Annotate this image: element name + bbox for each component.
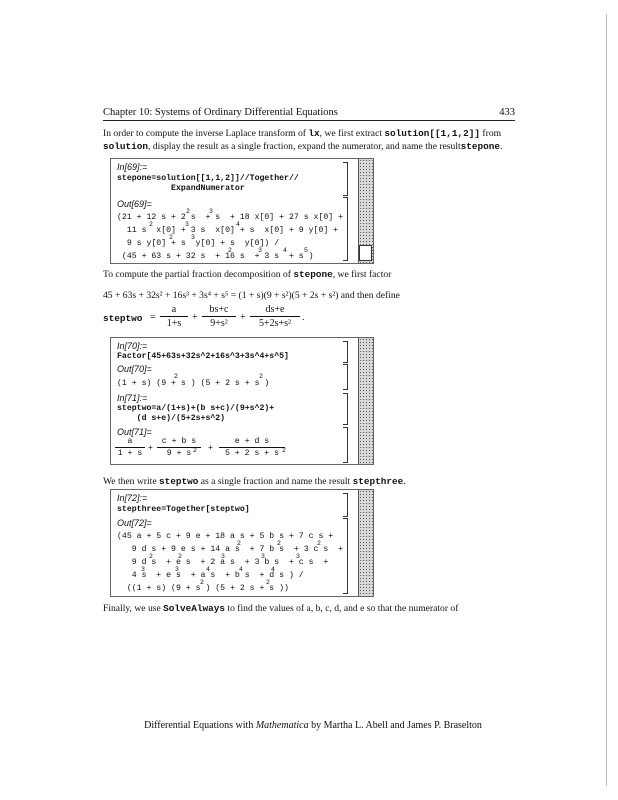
out-72-label: Out[72]= bbox=[117, 518, 152, 528]
out-72-line-4: 4 s + e s + a s + b s + d s ) / bbox=[117, 571, 304, 580]
out-72-exp-4-5: 4 bbox=[271, 566, 275, 573]
cell-bracket-out72[interactable] bbox=[343, 518, 348, 594]
out-72-exp-2-3: 2 bbox=[317, 540, 321, 547]
intro-text-2: , we first extract bbox=[319, 128, 385, 139]
frac3-denominator: 5+2s+s² bbox=[258, 318, 292, 329]
header-rule bbox=[103, 120, 515, 121]
out-71-frac-3 bbox=[219, 437, 285, 458]
out-69-exp-3-1: 2 bbox=[169, 234, 173, 241]
in-71-label: In[71]:= bbox=[117, 393, 148, 403]
intro-text-4: , display the result as a single fraction, expand the numerator, and name the result bbox=[148, 141, 461, 152]
out-69-line-2: 11 s x[0] + 3 s x[0] + s x[0] + 9 y[0] + bbox=[117, 226, 339, 235]
cell-bracket-in69[interactable] bbox=[343, 162, 348, 196]
intro-paragraph bbox=[103, 127, 523, 153]
in-70-input[interactable]: Factor[45+63s+32s^2+16s^3+3s^4+s^5] bbox=[117, 352, 289, 361]
out71-num-1: a bbox=[127, 437, 133, 446]
intro-code-solution: solution bbox=[103, 141, 149, 152]
out-69-exp-1-2: 3 bbox=[209, 208, 213, 215]
frac3-numerator: ds+e bbox=[265, 304, 285, 315]
in-70-label: In[70]:= bbox=[117, 341, 148, 351]
out-72-exp-4-2: 3 bbox=[175, 566, 179, 573]
out-69-exp-4-3: 4 bbox=[283, 247, 287, 254]
out-72-exp-3-5: 3 bbox=[296, 553, 300, 560]
def-fraction-3 bbox=[250, 304, 300, 329]
frac1-numerator: a bbox=[171, 304, 177, 315]
out-69-line-3: 9 s y[0] + s y[0] + s y[0]) / bbox=[117, 239, 280, 248]
para4-text-1: Finally, we use bbox=[103, 603, 164, 614]
def-fraction-1 bbox=[160, 304, 188, 329]
footer-text-1: Differential Equations with bbox=[144, 720, 256, 731]
out71-den-3: 5 + 2 s + s bbox=[224, 449, 280, 458]
out-71-plus-1: + bbox=[148, 444, 153, 453]
para3-text-2: as a single fraction and name the result bbox=[198, 476, 353, 487]
def-plus-2: + bbox=[240, 312, 246, 323]
in-69-label: In[69]:= bbox=[117, 162, 148, 172]
notebook-cell-69[interactable] bbox=[110, 158, 374, 264]
cell-bracket-out71[interactable] bbox=[343, 427, 348, 463]
out71-den-2: 9 + s bbox=[166, 449, 192, 458]
out-69-label: Out[69]= bbox=[117, 199, 152, 209]
footer-text-2: by Martha L. Abell and James P. Braselton bbox=[308, 720, 482, 731]
out-70-expression: (1 + s) (9 + s ) (5 + 2 s + s ) bbox=[117, 379, 270, 388]
out-72-exp-3-2: 2 bbox=[178, 553, 182, 560]
cell-bracket-in72[interactable] bbox=[343, 493, 348, 517]
para2-text-2: , we first factor bbox=[332, 269, 392, 280]
out-72-exp-5-1: 2 bbox=[200, 579, 204, 586]
in-69-line1[interactable]: stepone=solution[[1,1,2]]//Together// bbox=[117, 174, 299, 183]
def-period: . bbox=[302, 312, 305, 323]
para3-code-stepthree: stepthree bbox=[352, 476, 404, 487]
footer-italic: Mathematica bbox=[255, 720, 309, 731]
out-72-exp-4-4: 4 bbox=[239, 566, 243, 573]
in-72-label: In[72]:= bbox=[117, 493, 148, 503]
out-72-exp-2-2: 2 bbox=[277, 540, 281, 547]
intro-code-stepone: stepone bbox=[460, 141, 501, 152]
out71-num-3: e + d s bbox=[234, 437, 270, 446]
chapter-title: Chapter 10: Systems of Ordinary Differential Equations bbox=[103, 107, 338, 118]
out71-den-1: 1 + s bbox=[117, 449, 143, 458]
out-70-exp-1: 2 bbox=[174, 373, 178, 380]
in-69-line2[interactable]: ExpandNumerator bbox=[117, 184, 245, 193]
cell-bracket-in71[interactable] bbox=[343, 393, 348, 425]
out-69-exp-2-3: 4 bbox=[236, 221, 240, 228]
in-72-input[interactable]: stepthree=Together[steptwo] bbox=[117, 505, 250, 514]
cell-bracket-out69[interactable] bbox=[343, 197, 348, 261]
para2-text-1: To compute the partial fraction decomposition of bbox=[103, 269, 294, 280]
factor-equation: 45 + 63s + 32s² + 16s³ + 3s⁴ + s⁵ = (1 + s)(9 + s²)(5 + 2s + s²) and then define bbox=[103, 290, 400, 301]
out-69-exp-1-1: 2 bbox=[186, 208, 190, 215]
page-edge-line bbox=[606, 14, 607, 786]
out-71-plus-2: + bbox=[208, 444, 213, 453]
out-71-exp-b: 2 bbox=[282, 447, 286, 454]
intro-text-3: from bbox=[480, 128, 502, 139]
para2-code-stepone: stepone bbox=[293, 269, 333, 280]
frac1-denominator: 1+s bbox=[166, 318, 182, 329]
out-69-exp-4-1: 2 bbox=[228, 247, 232, 254]
running-header bbox=[103, 107, 515, 118]
out-72-line-1: (45 a + 5 c + 9 e + 18 a s + 5 b s + 7 c s + bbox=[117, 532, 334, 541]
frac2-numerator: bs+c bbox=[209, 304, 229, 315]
frac2-denominator: 9+s² bbox=[210, 318, 228, 329]
para4-text-2: to find the values of a, b, c, d, and e so that the numerator of bbox=[225, 603, 459, 614]
out-72-line-5: ((1 + s) (9 + s ) (5 + 2 s + s )) bbox=[117, 584, 289, 593]
out-71-exp-a: 2 bbox=[193, 447, 197, 454]
notebook-cell-72[interactable] bbox=[110, 489, 374, 597]
out-69-exp-2-2: 3 bbox=[185, 221, 189, 228]
para4-code-solvealways: SolveAlways bbox=[163, 603, 226, 614]
out-69-line-1: (21 + 12 s + 2 s + s + 18 x[0] + 27 s x[0] + bbox=[117, 213, 344, 222]
out-69-exp-4-2: 3 bbox=[258, 247, 262, 254]
out-69-exp-3-2: 3 bbox=[191, 234, 195, 241]
out-72-exp-5-2: 2 bbox=[266, 579, 270, 586]
out-71-frac-1 bbox=[115, 437, 145, 458]
out-69-exp-4-4: 5 bbox=[304, 247, 308, 254]
cell-bracket-out70[interactable] bbox=[343, 364, 348, 390]
out-71-label: Out[71]= bbox=[117, 427, 152, 437]
page-number: 433 bbox=[499, 107, 515, 118]
def-equals: = bbox=[150, 312, 156, 323]
para3-code-steptwo: steptwo bbox=[158, 476, 199, 487]
para3-text-3: . bbox=[403, 476, 406, 487]
scrollbar-cell2[interactable] bbox=[358, 338, 373, 464]
notebook-cell-70-71[interactable] bbox=[110, 337, 374, 465]
out-70-label: Out[70]= bbox=[117, 364, 152, 374]
scrollbar-cell1[interactable] bbox=[358, 159, 373, 263]
out-72-exp-4-1: 3 bbox=[141, 566, 145, 573]
def-steptwo-name: steptwo bbox=[103, 313, 143, 324]
scrollbar-cell3[interactable] bbox=[358, 490, 373, 596]
cell-bracket-in70[interactable] bbox=[343, 341, 348, 363]
intro-code-lx: lx bbox=[308, 128, 320, 139]
intro-text-5: . bbox=[500, 141, 503, 152]
def-fraction-2 bbox=[202, 304, 236, 329]
in-71-line2[interactable]: (d s+e)/(5+2s+s^2) bbox=[117, 414, 226, 423]
out-70-exp-2: 2 bbox=[259, 373, 263, 380]
out-72-line-2: 9 d s + 9 e s + 14 a s + 7 b s + 3 c s + bbox=[117, 545, 344, 554]
out-72-exp-2-1: 2 bbox=[237, 540, 241, 547]
paragraph-solvealways bbox=[103, 602, 523, 615]
intro-text-1: In order to compute the inverse Laplace transform of bbox=[103, 128, 309, 139]
scroll-thumb-cell1[interactable] bbox=[359, 245, 372, 261]
out-69-exp-2-1: 2 bbox=[149, 221, 153, 228]
out-72-exp-3-1: 2 bbox=[149, 553, 153, 560]
out71-num-2: c + b s bbox=[161, 437, 197, 446]
intro-code-solution-part: solution[[1,1,2]] bbox=[384, 128, 481, 139]
in-71-line1[interactable]: steptwo=a/(1+s)+(b s+c)/(9+s^2)+ bbox=[117, 404, 275, 413]
def-plus-1: + bbox=[192, 312, 198, 323]
paragraph-partial-fraction bbox=[103, 268, 523, 281]
page-footer bbox=[103, 720, 523, 731]
out-69-line-4: (45 + 63 s + 32 s + 16 s + 3 s + s ) bbox=[117, 252, 314, 261]
out-72-exp-3-3: 3 bbox=[221, 553, 225, 560]
out-72-exp-3-4: 3 bbox=[261, 553, 265, 560]
out-72-exp-4-3: 4 bbox=[206, 566, 210, 573]
para3-text-1: We then write bbox=[103, 476, 159, 487]
out-72-line-3: 9 d s + e s + 2 a s + 3 b s + c s + bbox=[117, 558, 329, 567]
paragraph-stepthree bbox=[103, 475, 523, 488]
